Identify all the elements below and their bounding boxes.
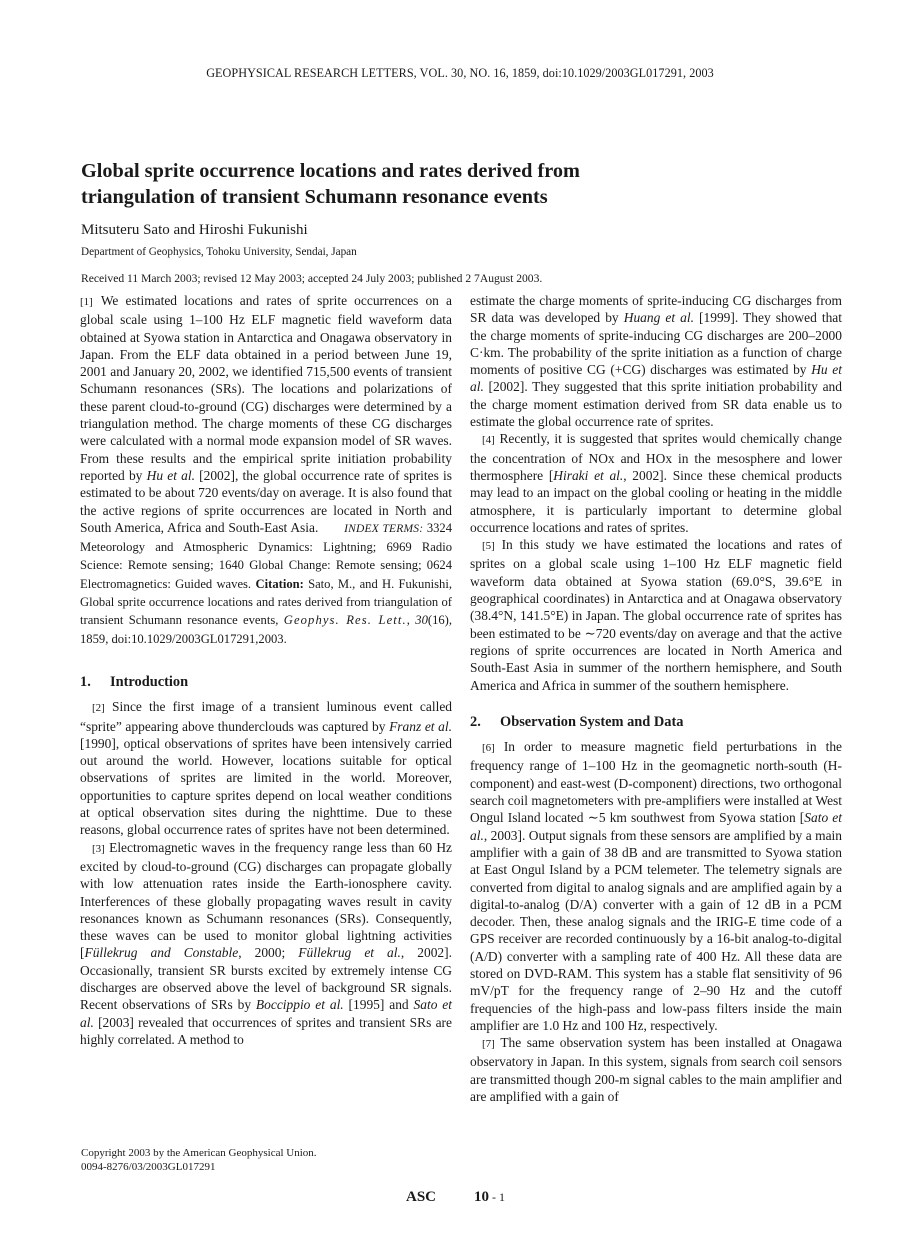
- paragraph-number: [6]: [482, 742, 495, 755]
- section-heading-observation: [470, 714, 842, 731]
- paragraph-text: [1999]. They showed that the charge moments of sprite-inducing CG discharges are 200–2000 C·km. The probability of the sprite initiation as a function of charge moments of positive CG (+CG) discharges was estimated by: [470, 310, 843, 378]
- page-main: 10: [474, 1189, 489, 1205]
- paragraph-text: Since the first image of a transient luminous event called “sprite” appearing above thunderclouds was captured by: [80, 699, 452, 734]
- paragraph-text: [2003] revealed that occurrences of sprites and transient SRs are highly correlated. A method to: [80, 1014, 452, 1047]
- running-head: GEOPHYSICAL RESEARCH LETTERS, VOL. 30, NO. 16, 1859, doi:10.1029/2003GL017291, 2003: [206, 66, 714, 80]
- paragraph-6: [470, 738, 842, 1034]
- citation-volume: 30: [415, 613, 428, 628]
- index-terms: 3324 Meteorology and Atmospheric Dynamics: Lightning; 6969 Radio Science: Remote sensing; 1640 Global Change: Remote sensing; 0624 Electromagnetics: Guided waves.: [80, 520, 453, 591]
- section-title: Introduction: [110, 673, 189, 690]
- citation-ref: Hiraki et al.: [553, 467, 624, 483]
- paragraph-4: [470, 430, 842, 536]
- title-line-2: triangulation of transient Schumann resonance events: [81, 186, 548, 208]
- issn-line: 0094-8276/03/2003GL017291: [81, 1161, 216, 1173]
- citation-ref: Sato et al.: [80, 997, 452, 1030]
- citation-rest: (16), 1859, doi:10.1029/2003GL017291,2003.: [80, 613, 453, 646]
- citation-ref: Hu et al.: [146, 467, 195, 483]
- title-line-1: Global sprite occurrence locations and rates derived from: [81, 160, 580, 182]
- section-title: Observation System and Data: [500, 713, 684, 730]
- paragraph-text: , 2002]. Occasionally, transient SR bursts excited by extremely intense CG discharges are observed above the level of background SR signals. Recent observations of SRs by: [80, 945, 452, 1013]
- paragraph-text: In this study we have estimated the locations and rates of sprites on a global scale using 1–100 Hz ELF magnetic field waveform data obtained at Syowa station (69.0°S, 39.6°E in geographical coordinates) in Antarctica and at Onagawa observatory (38.4°N, 141.5°E) in Japan. The global occurrence rate of sprites has been estimated to be ∼720 events/day on average and that the active regions of sprite occurrences are located in North America and South-East Asia in summer of the northern hemisphere, and South America and Africa in summer of the southern hemisphere.: [470, 537, 842, 693]
- page-number: [474, 1189, 505, 1206]
- right-column: [470, 292, 842, 1105]
- page-sub: 1: [499, 1190, 505, 1204]
- copyright-line: Copyright 2003 by the American Geophysical Union.: [81, 1147, 317, 1159]
- received-dates: Received 11 March 2003; revised 12 May 2003; accepted 24 July 2003; published 2 7August 2003.: [81, 272, 543, 285]
- paragraph-text: , 2000;: [238, 945, 299, 961]
- paragraph-text: , 2003]. Output signals from these sensors are amplified by a main amplifier with a gain of 38 dB and are transmitted to Syowa station at East Ongul Island by a PCM telemeter. The telemetry signals are converted from digital to analog signals and are amplified again by a digital-to-analog (D/A) converter with a gain of 12 dB in a PCM decoder. Then, these analog signals and the IRIG-E time code of a GPS receiver are recorded continuously by a 16-bit analog-to-digital (A/D) converter with a sampling rate of 400 Hz. All these data are stored on DVD-RAM. This system has a stable flat sensitivity of 96 mV/pT for the frequency range of 2–90 Hz and the cutoff frequencies of the high-pass and low-pass filters inside the main amplifier are 1.0 Hz and 100 Hz, respectively.: [470, 827, 842, 1033]
- citation-ref: Sato et al.: [470, 810, 842, 843]
- paragraph-text: [1995] and: [343, 997, 414, 1013]
- citation-label: Citation:: [255, 576, 304, 591]
- page-sep: -: [489, 1190, 499, 1204]
- paragraph-number: [7]: [482, 1038, 495, 1051]
- paragraph-number: [4]: [482, 434, 495, 447]
- citation-ref: Füllekrug and Constable: [84, 945, 239, 961]
- citation-sep: ,: [406, 613, 416, 628]
- section-number: 1.: [80, 673, 91, 690]
- authors: Mitsuteru Sato and Hiroshi Fukunishi: [81, 222, 308, 238]
- affiliation: Department of Geophysics, Tohoku University, Sendai, Japan: [81, 246, 357, 258]
- paragraph-text: estimate the charge moments of sprite-inducing CG discharges from SR data was developed by: [470, 293, 842, 326]
- citation-ref: Boccippio et al.: [255, 997, 344, 1013]
- paragraph-text: The same observation system has been installed at Onagawa observatory in Japan. In this system, signals from search coil sensors are transmitted though 200-m signal cables to the main amplifier and are amplified with a gain of: [470, 1035, 843, 1105]
- citation-journal: Geophys. Res. Lett.: [283, 613, 407, 628]
- paragraph-number: [5]: [482, 540, 495, 553]
- section-heading-introduction: [80, 674, 452, 691]
- paragraph-number: [2]: [92, 702, 105, 715]
- paragraph-text: In order to measure magnetic field perturbations in the frequency range of 1–100 Hz in the geomagnetic north-south (H-component) and east-west (D-component) directions, two orthogonal search coil magnetometers with pre-amplifiers were installed at West Ongul Island located ∼5 km southwest from Syowa station [: [470, 739, 842, 826]
- citation-text: Sato, M., and H. Fukunishi, Global sprite occurrence locations and rates derived from triangulation of transient Schumann resonance events,: [80, 576, 452, 628]
- paragraph-5: [470, 536, 842, 694]
- paragraph-2: [80, 698, 452, 838]
- paragraph-text: , 2002]. Since these chemical products may lead to an impact on the global cooling or heating in the middle atmosphere, it is particularly important to determine global occurrence locations and rates of sprites.: [470, 467, 842, 535]
- paragraph-7: [470, 1034, 842, 1105]
- left-column: [80, 292, 452, 1048]
- paragraph-number: [3]: [92, 842, 105, 855]
- citation-ref: Franz et al.: [389, 718, 452, 734]
- abstract-text: [2002], the global occurrence rate of sprites is estimated to be about 720 events/day on average. It is also found that the active regions of sprite occurrences are located in North and South America, Africa and South-East Asia.: [80, 467, 452, 535]
- paragraph-number: [1]: [80, 296, 93, 308]
- paragraph-text: Electromagnetic waves in the frequency range less than 60 Hz excited by cloud-to-ground (CG) discharges can propagate globally with low attenuation rates inside the Earth-ionosphere cavity. Interferences of these globally propagating waves result in cavity resonances known as Schumann resonances (SRs). Consequently, these waves can be used to monitor global lightning activities [: [80, 839, 453, 961]
- journal-code: ASC: [406, 1189, 437, 1205]
- section-number: 2.: [470, 713, 481, 730]
- paragraph-text: [1990], optical observations of sprites have been intensively carried out around the world. However, locations suitable for optical observations of sprites are limited in the world. Moreover, opportunities to capture sprites depend on local weather conditions at optical observation sites during the nighttime. Due to these reasons, global occurrence rates of sprites have not been determined.: [80, 735, 452, 838]
- paragraph-3: [80, 839, 452, 1049]
- abstract-text: We estimated locations and rates of sprite occurrences on a global scale using 1–100 Hz ELF magnetic field waveform data obtained at Syowa station in Antarctica and Onagawa observatory in Japan. From the ELF data obtained in a period between June 19, 2001 and January 20, 2002, we identified 715,500 events of transient Schumann resonances (SRs). The locations and polarizations of these parent cloud-to-ground (CG) discharges were determined by a triangulation method. The charge moments of these CG discharges were calculated with a normal mode expansion model of SR waves. From these results and the empirical sprite initiation probability reported by: [80, 293, 452, 483]
- article-title: [81, 158, 701, 210]
- citation-ref: Füllekrug et al.: [298, 945, 401, 961]
- copyright-notice: [81, 1146, 317, 1174]
- citation-ref: Huang et al.: [623, 310, 694, 326]
- paragraph-3-continued: [470, 292, 842, 430]
- citation-ref: Hu et al.: [470, 362, 842, 395]
- paragraph-text: Recently, it is suggested that sprites would chemically change the concentration of NOx and HOx in the mesosphere and lower thermosphere [: [470, 431, 843, 483]
- abstract: [80, 292, 452, 648]
- paragraph-text: [2002]. They suggested that this sprite initiation probability and the charge moment estimation derived from SR data enable us to estimate the global occurrence rate of sprites.: [470, 379, 842, 430]
- index-terms-label: INDEX TERMS:: [344, 522, 424, 535]
